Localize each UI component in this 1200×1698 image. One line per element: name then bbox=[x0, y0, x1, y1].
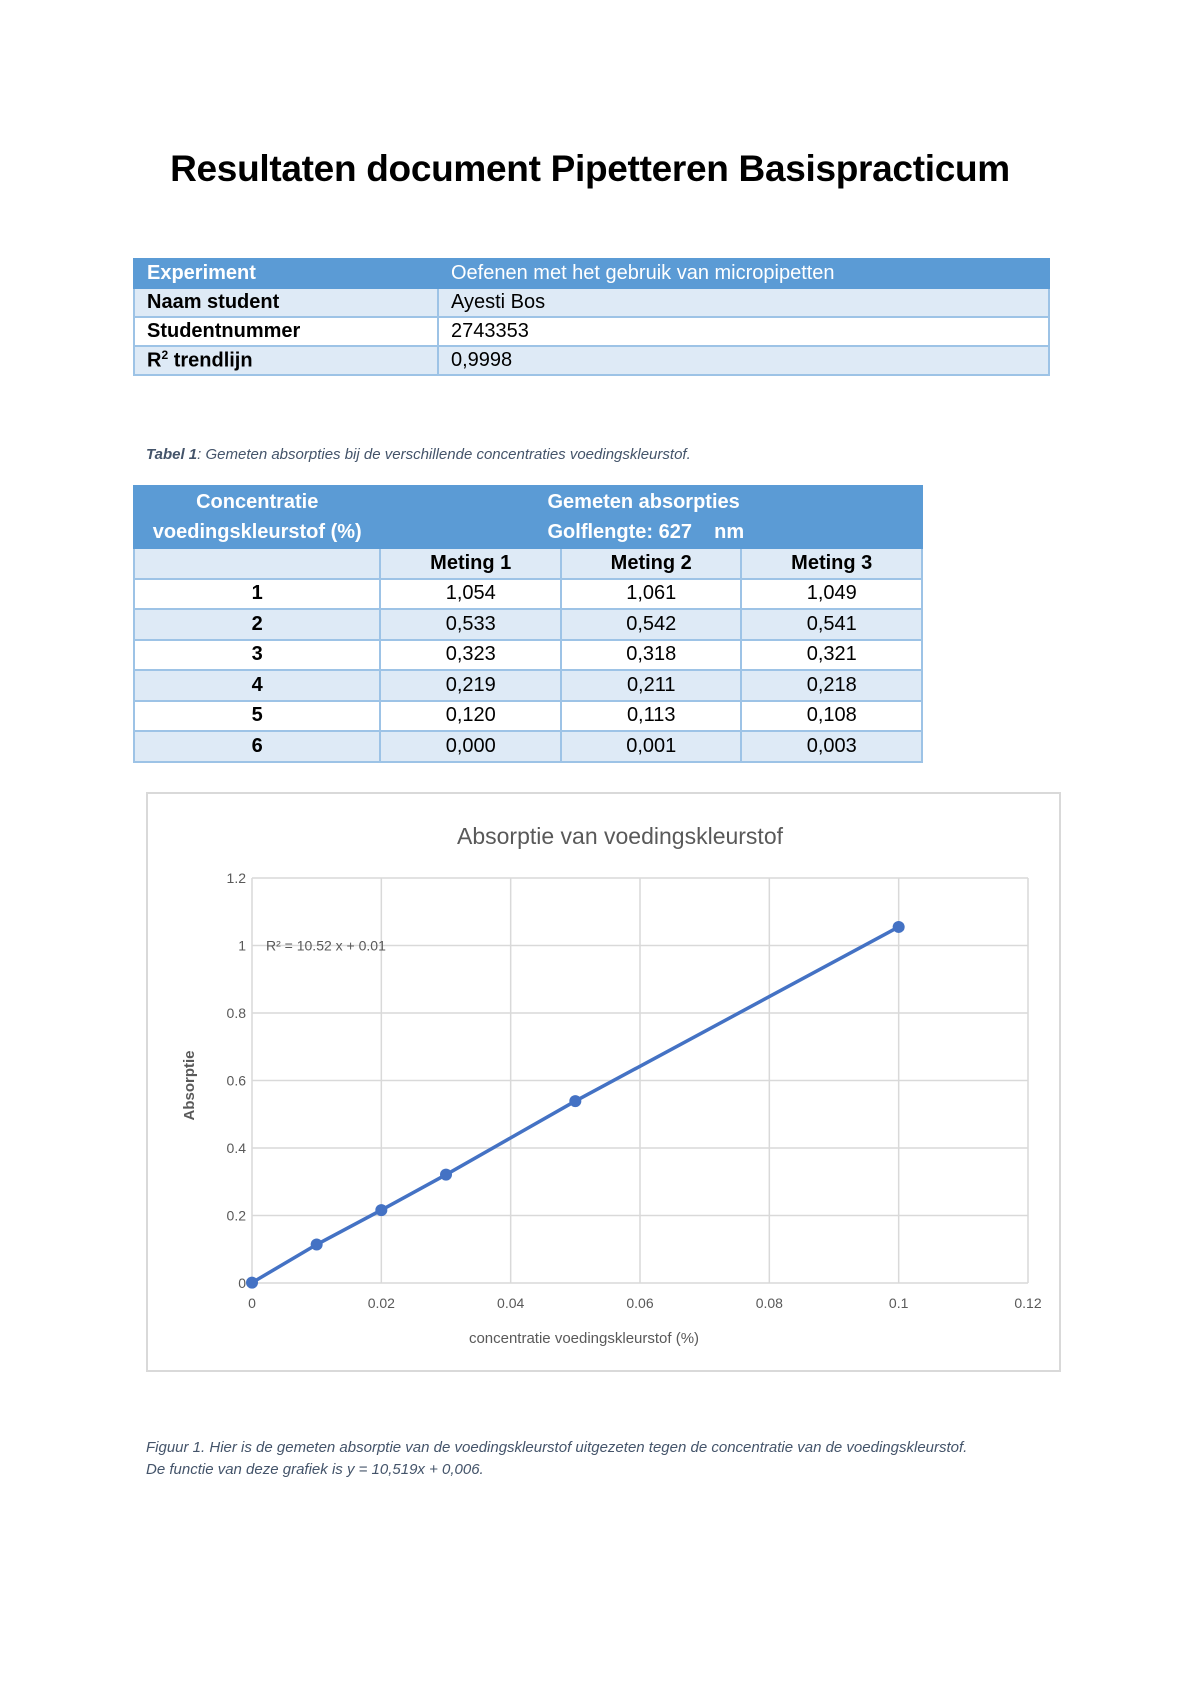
data-point bbox=[375, 1204, 387, 1216]
info-value: 0,9998 bbox=[438, 346, 1049, 375]
value-cell: 0,533 bbox=[380, 609, 561, 640]
info-row-naam bbox=[134, 288, 1049, 317]
data-point bbox=[893, 921, 905, 933]
conc-cell: 1 bbox=[134, 579, 380, 610]
x-tick-label: 0.1 bbox=[888, 1295, 909, 1311]
chart-title: Absorptie van voedingskleurstof bbox=[456, 823, 784, 849]
info-row-studentnummer bbox=[134, 317, 1049, 346]
value-cell: 0,318 bbox=[561, 640, 742, 671]
data-point bbox=[246, 1277, 258, 1289]
x-tick-label: 0 bbox=[248, 1295, 256, 1311]
y-tick-label: 1.2 bbox=[226, 870, 246, 886]
y-tick-label: 0.8 bbox=[226, 1005, 246, 1021]
table-row bbox=[134, 609, 922, 640]
table-row bbox=[134, 731, 922, 762]
value-cell: 0,323 bbox=[380, 640, 561, 671]
x-tick-label: 0.12 bbox=[1014, 1295, 1042, 1311]
data-point bbox=[440, 1169, 452, 1181]
data-point bbox=[569, 1095, 581, 1107]
table-row bbox=[134, 701, 922, 732]
data-point bbox=[311, 1239, 323, 1251]
value-cell: 0,113 bbox=[561, 701, 742, 732]
figure-caption-line2: De functie van deze grafiek is y = 10,519x + 0,006. bbox=[146, 1461, 484, 1478]
abs-header-line2: Golflengte: 627 nm bbox=[547, 521, 745, 543]
table1-caption-text: : Gemeten absorpties bij de verschillende concentraties voedingskleurstof. bbox=[197, 446, 691, 463]
meas-subheader-row bbox=[134, 548, 922, 579]
y-tick-label: 0 bbox=[238, 1275, 246, 1291]
conc-cell: 4 bbox=[134, 670, 380, 701]
absorption-chart bbox=[148, 794, 1059, 1370]
abs-header-line1: Gemeten absorpties bbox=[547, 491, 740, 513]
info-label: Naam student bbox=[134, 288, 438, 317]
value-cell: 0,108 bbox=[741, 701, 922, 732]
y-tick-label: 0.4 bbox=[226, 1140, 246, 1156]
x-tick-label: 0.06 bbox=[626, 1295, 654, 1311]
value-cell: 0,000 bbox=[380, 731, 561, 762]
conc-header-line1: Concentratie bbox=[196, 491, 319, 513]
info-row-r2 bbox=[134, 346, 1049, 375]
info-label: Experiment bbox=[134, 259, 438, 288]
conc-cell: 3 bbox=[134, 640, 380, 671]
value-cell: 0,541 bbox=[741, 609, 922, 640]
y-tick-label: 0.6 bbox=[226, 1072, 246, 1089]
abs-header bbox=[380, 486, 922, 548]
conc-cell: 5 bbox=[134, 701, 380, 732]
document-title: Resultaten document Pipetteren Basispracticum bbox=[170, 148, 1010, 189]
subheader-meting-1: Meting 1 bbox=[380, 548, 561, 579]
info-row-experiment bbox=[134, 259, 1049, 288]
figure-caption-line1: Figuur 1. Hier is de gemeten absorptie van de voedingskleurstof uitgezeten tegen de concentratie van de voedingskleurstof. bbox=[146, 1439, 968, 1456]
table-row bbox=[134, 579, 922, 610]
r-label: R bbox=[147, 349, 162, 372]
y-axis-label: Absorptie bbox=[181, 1050, 198, 1121]
value-cell: 0,001 bbox=[561, 731, 742, 762]
value-cell: 0,219 bbox=[380, 670, 561, 701]
value-cell: 0,321 bbox=[741, 640, 922, 671]
x-tick-label: 0.08 bbox=[755, 1295, 783, 1311]
value-cell: 0,211 bbox=[561, 670, 742, 701]
value-cell: 1,049 bbox=[741, 579, 922, 610]
x-tick-label: 0.02 bbox=[367, 1295, 395, 1311]
x-tick-label: 0.04 bbox=[497, 1295, 525, 1311]
trendlijn-label: trendlijn bbox=[168, 349, 253, 372]
value-cell: 0,003 bbox=[741, 731, 922, 762]
conc-cell: 6 bbox=[134, 731, 380, 762]
info-value: Oefenen met het gebruik van micropipetten bbox=[438, 259, 1049, 288]
y-tick-label: 0.2 bbox=[226, 1207, 246, 1224]
chart-container bbox=[146, 792, 1061, 1372]
info-label bbox=[134, 346, 438, 375]
r-sup: 2 bbox=[161, 348, 169, 363]
info-label: Studentnummer bbox=[134, 317, 438, 346]
conc-header-line2: voedingskleurstof (%) bbox=[152, 521, 362, 543]
value-cell: 0,120 bbox=[380, 701, 561, 732]
measurements-table bbox=[133, 485, 923, 763]
conc-cell: 2 bbox=[134, 609, 380, 640]
info-value: 2743353 bbox=[438, 317, 1049, 346]
table-row bbox=[134, 640, 922, 671]
conc-header bbox=[134, 486, 380, 548]
value-cell: 0,542 bbox=[561, 609, 742, 640]
subheader-meting-2: Meting 2 bbox=[561, 548, 742, 579]
info-value: Ayesti Bos bbox=[438, 288, 1049, 317]
y-tick-label: 1 bbox=[238, 937, 246, 954]
value-cell: 1,061 bbox=[561, 579, 742, 610]
table-row bbox=[134, 670, 922, 701]
meas-header-row bbox=[134, 486, 922, 548]
value-cell: 1,054 bbox=[380, 579, 561, 610]
x-axis-label: concentratie voedingskleurstof (%) bbox=[468, 1330, 700, 1347]
empty-cell bbox=[134, 548, 380, 579]
value-cell: 0,218 bbox=[741, 670, 922, 701]
info-table bbox=[133, 258, 1050, 376]
trendline-label: R² = 10.52 x + 0.01 bbox=[266, 937, 386, 954]
table1-caption-prefix: Tabel 1 bbox=[146, 446, 198, 463]
subheader-meting-3: Meting 3 bbox=[741, 548, 922, 579]
table1-caption bbox=[146, 446, 691, 463]
